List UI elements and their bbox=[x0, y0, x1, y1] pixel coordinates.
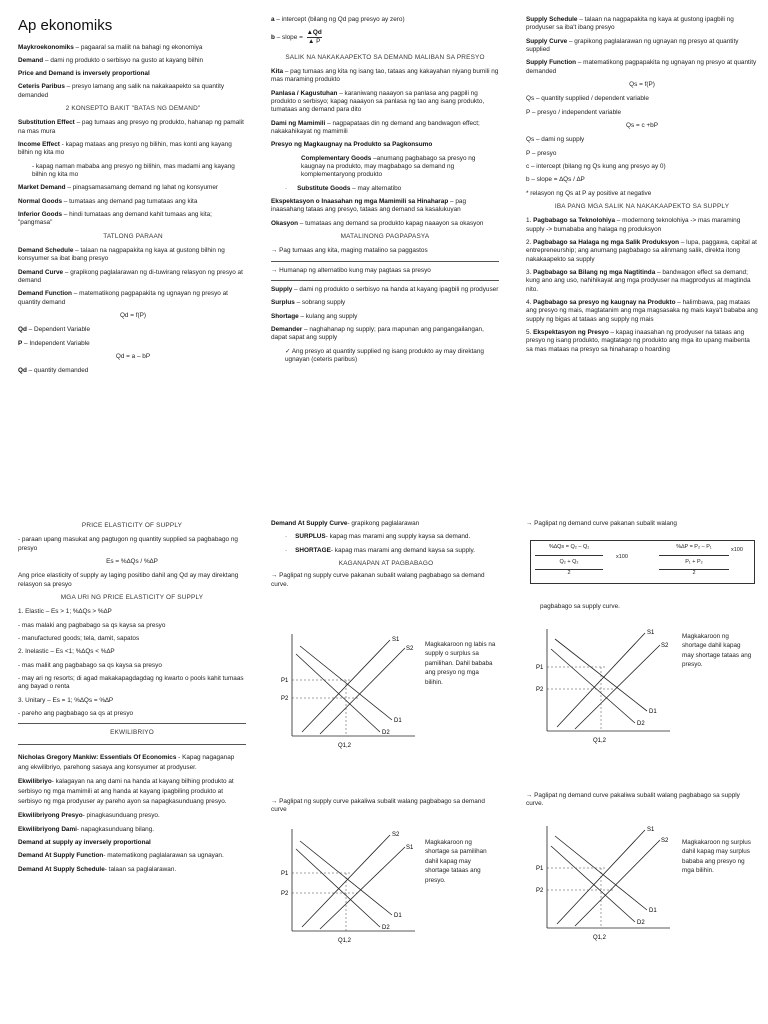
equation: Qd = a – bP bbox=[115, 353, 151, 361]
definition: Demand Curve – grapikong paglalarawan ng di-tuwirang relasyon ng presyo at demand bbox=[18, 268, 243, 285]
label-d1: D1 bbox=[649, 908, 657, 914]
supply-demand-graph-3 bbox=[535, 625, 680, 747]
definition: · Substitute Goods – may alternatibo bbox=[285, 184, 402, 192]
line: c – intercept (bilang ng Qs kung ang presyo ay 0) bbox=[526, 162, 666, 170]
demand-curve-2 bbox=[551, 649, 635, 723]
column-5-b bbox=[271, 798, 501, 822]
definition: Qd – quantity demanded bbox=[18, 367, 89, 375]
line: pagbabago sa supply curve. bbox=[540, 603, 620, 610]
definition: Presyo ng Magkaugnay na Produkto sa Pagkonsumo bbox=[271, 141, 433, 149]
definition: Panlasa / Kagustuhan – karaniwang naaayon sa panlasa ang pagpili ng produkto o serbisyo; kapag naaayon sa panlasa ng tao ang isang produkto, tumataas ang demand para dito bbox=[271, 89, 485, 114]
equation: Es = %∆Qs / %∆P bbox=[106, 557, 158, 565]
line: - mas maliit ang pagbabago sa qs kaysa sa presyo bbox=[18, 661, 162, 669]
definition: Demander – naghahanap ng supply; para mapunan ang pangangailangan, dapat sapat ang supply bbox=[271, 325, 484, 342]
label-s1: S1 bbox=[406, 845, 414, 851]
definition: Demand At Supply Function- matematikong paglalarawan sa ugnayan. bbox=[18, 852, 224, 860]
graph-4-note: Magkakaroon ng surplus dahil kapag may surplus bababa ang presyo ng mga bilihin. bbox=[682, 839, 751, 875]
bullet: → Pag tumaas ang kita, maging matalino sa paggastos bbox=[271, 247, 428, 255]
label-s2: S2 bbox=[661, 643, 669, 649]
definition: Ceteris Paribus – presyo lamang ang salik na nakakaapekto sa quantity demanded bbox=[18, 83, 225, 99]
definition: Demand at supply ay inversely proportional bbox=[18, 838, 151, 846]
definition: Ekwilibriyo- kalagayan na ang dami na handa at kayang bilhing produkto at serbisyo ng mga mamimili at ang handa at kayang ipagbiling produkto at serbisyo ng mga prodyuser ay pareho ayon sa napagkasunduang presyo. bbox=[18, 778, 234, 806]
definition: Demand Function – matematikong pagpapakita ng ugnayan ng presyo at quantity demand bbox=[18, 290, 228, 306]
line: → Paglipat ng demand curve pakaliwa subalit walang pagbabago sa supply curve. bbox=[526, 792, 740, 808]
section-heading: KAGANAPAN AT PAGBABAGO bbox=[338, 559, 434, 567]
definition: - kapag naman mababa ang presyo ng bilihin, mas madami ang kayang bilhin ng kita mo bbox=[32, 162, 235, 179]
section-heading: IBA PANG MGA SALIK NA NAKAKAAPEKTO SA SUPPLY bbox=[554, 202, 730, 210]
label-p2: P2 bbox=[281, 696, 289, 702]
demand-curve-2 bbox=[551, 846, 635, 922]
definition: Qd – Dependent Variable bbox=[18, 326, 90, 334]
definition: Demand – dami ng produkto o serbisyo na gusto at kayang bilhin bbox=[18, 56, 204, 64]
section-heading: PRICE ELASTICITY OF SUPPLY bbox=[81, 522, 183, 529]
definition: · SURPLUS- kapag mas marami ang supply kaysa sa demand. bbox=[285, 533, 471, 541]
section-heading: EKWILIBRIYO bbox=[110, 729, 154, 737]
column-5 bbox=[271, 520, 501, 620]
definition: Supply Function – matematikong pagpapakita ng ugnayan ng presyo at quantity demanded bbox=[526, 59, 757, 75]
line: → Paglipat ng demand curve pakanan subalit walang bbox=[526, 520, 677, 527]
line: - paraan upang masukat ang pagtugon ng quantity supplied sa pagbabago ng presyo bbox=[18, 536, 238, 552]
divider bbox=[271, 280, 499, 281]
definition: · SHORTAGE- kapag mas marami ang demand kaysa sa supply. bbox=[285, 546, 475, 554]
definition: Kita – pag tumaas ang kita ng isang tao, tataas ang kakayahan niyang bumili ng mas maraming produkto bbox=[271, 68, 499, 84]
definition: Price and Demand is inversely proportional bbox=[18, 70, 150, 78]
column-6-c bbox=[526, 792, 758, 816]
line: Qs – dami ng supply bbox=[526, 136, 585, 144]
slope-definition: b – slope = $\frac{▲Qd}{▲ P}$ bbox=[271, 29, 322, 46]
definition: Demand Schedule – talaan na nagpapakita ng kaya at gustong bilhin ng konsyumer sa ibat ibang presyo bbox=[18, 247, 225, 263]
definition: Ekspektasyon o Inaasahan ng mga Mamimili sa Hinaharap – pag inaasahang tataas ang presyo, tataas ang demand sa kasalukuyan bbox=[271, 197, 467, 214]
definition: Income Effect - kapag mataas ang presyo ng bilihin, mas konti ang kayang bilhin ng kita mo bbox=[18, 141, 232, 157]
definition: Supply – dami ng produkto o serbisyo na handa at kayang ipagbili ng prodyuser bbox=[271, 285, 499, 293]
divider bbox=[271, 261, 499, 262]
line: * relasyon ng Qs at P ay positive at negative bbox=[526, 189, 652, 197]
column-4 bbox=[18, 518, 246, 1018]
numbered-item: 2. Pagbabago sa Halaga ng mga Salik Produksyon – lupa, paggawa, capital at entrepreneurship; ang anumang pagbabago sa alinmang salik, direkta itong nakakaapekto sa supply bbox=[526, 238, 757, 263]
label-d2: D2 bbox=[382, 925, 390, 931]
definition: Demand At Supply Curve- grapikong paglalarawan bbox=[271, 520, 420, 527]
formula-multiplier: x100 bbox=[731, 547, 743, 553]
equation: Qs = f(P) bbox=[629, 80, 655, 88]
graph-3-svg bbox=[535, 625, 680, 747]
formula-divisor: 2 bbox=[692, 570, 696, 577]
section-heading: MGA URI NG PRICE ELASTICITY OF SUPPLY bbox=[60, 593, 204, 601]
divider bbox=[18, 744, 246, 745]
graph-3-note: Magkakaroon ng shortage dahil kapag may shortage tataas ang presyo. bbox=[682, 633, 752, 669]
label-p1: P1 bbox=[536, 866, 544, 872]
label-p2: P2 bbox=[281, 891, 289, 897]
graph-2-note: Magkakaroon ng shortage sa pamilihan dahil kapag may shortage tataas ang presyo. bbox=[425, 839, 487, 884]
line: 1. Elastic – Es > 1; %∆Qs > %∆P bbox=[18, 608, 112, 616]
fraction-top: ▲Qd bbox=[306, 29, 322, 37]
line: - pareho ang pagbabago sa qs at presyo bbox=[18, 709, 134, 717]
c1-list bbox=[18, 44, 248, 101]
label-s1: S1 bbox=[392, 637, 400, 643]
line: - may ari ng resorts; di agad makakapagdagdag ng kwarto o pools kahit tumaas ang bayad o renta bbox=[18, 674, 244, 691]
line: - mas malaki ang pagbabago sa qs kaysa sa presyo bbox=[18, 621, 166, 629]
divider bbox=[18, 723, 246, 724]
percent-change-formula bbox=[530, 540, 755, 584]
supply-curve-2 bbox=[575, 645, 660, 729]
definition: Ekwilibriyong Dami- napagkasunduang bilang. bbox=[18, 825, 155, 833]
numbered-item: 5. Ekspektasyon ng Presyo – kapag inaasahan ng prodyuser na tataas ang presyo ng isang produkto, magtatago ng produkto ang mga ito upang maibenta sa mas mataas na presyo sa hinaharap o hoarding bbox=[526, 328, 750, 353]
demand-curve-2 bbox=[296, 849, 380, 927]
definition: Inferior Goods – hindi tumataas ang demand kahit tumaas ang kita; "pangmasa" bbox=[18, 211, 212, 227]
label-p2: P2 bbox=[536, 687, 544, 693]
label-s2: S2 bbox=[406, 646, 414, 652]
label-s1: S1 bbox=[647, 630, 655, 636]
formula-numerator: %∆Qs = Q₂ – Q₁ bbox=[535, 544, 603, 556]
label-q: Q1,2 bbox=[593, 738, 607, 744]
label-p1: P1 bbox=[536, 665, 544, 671]
label-p2: P2 bbox=[536, 888, 544, 894]
line: b – slope = ∆Qs / ∆P bbox=[526, 176, 585, 184]
line: P – presyo / independent variable bbox=[526, 108, 622, 116]
line: - manufactured goods; tela, damit, sapatos bbox=[18, 634, 140, 642]
supply-demand-graph-4 bbox=[535, 822, 680, 944]
formula-denominator: Q₂ + Q₂ bbox=[535, 556, 603, 570]
label-d2: D2 bbox=[637, 721, 645, 727]
section-heading: MATALINONG PAGPAPASYA bbox=[340, 232, 430, 240]
graph-1-svg bbox=[280, 630, 425, 752]
numbered-item: 1. Pagbabago sa Teknolohiya – modernong teknolohiya -> mas maraming supply -> bumababa ang halaga ng produksyon bbox=[526, 217, 741, 233]
label-s1: S1 bbox=[647, 827, 655, 833]
line: P – presyo bbox=[526, 149, 557, 157]
definition: Normal Goods – tumataas ang demand pag tumataas ang kita bbox=[18, 197, 198, 205]
label-q: Q1,2 bbox=[338, 743, 352, 749]
graph-1-note: Magkakaroon ng labis na supply o surplus sa pamilihan. Dahil bababa ang presyo ng mga bilihin. bbox=[425, 641, 496, 686]
check-note: ✓ Ang presyo at quantity supplied ng isang produkto ay may direktang ugnayan (ceteris paribus) bbox=[285, 347, 484, 363]
column-6-b bbox=[540, 603, 740, 617]
page-title: Ap ekonomiks bbox=[18, 17, 113, 34]
graph-2-svg bbox=[280, 825, 425, 947]
column-6 bbox=[526, 520, 758, 536]
graph-4-svg bbox=[535, 822, 680, 944]
definition: Dami ng Mamimili – nagpapataas din ng demand ang bandwagon effect; nakakahikayat ng mamimili bbox=[271, 119, 480, 135]
label-p1: P1 bbox=[281, 678, 289, 684]
definition: Maykroekonomiks – pagaaral sa maliit na bahagi ng ekonomiya bbox=[18, 43, 203, 51]
section-heading: TATLONG PARAAN bbox=[103, 232, 163, 240]
formula-divisor: 2 bbox=[567, 570, 571, 577]
line: Ang price elasticity of supply ay laging positibo dahil ang Qd ay may direktang relasyon sa presyo bbox=[18, 572, 239, 588]
definition: Market Demand – pinagsamasamang demand ng lahat ng konsyumer bbox=[18, 184, 218, 192]
definition: Surplus – sobrang supply bbox=[271, 299, 346, 307]
equation: Qd = f(P) bbox=[119, 312, 147, 320]
definition: Demand At Supply Schedule- talaan sa paglalarawan. bbox=[18, 865, 177, 873]
definition: Substitution Effect – pag tumaas ang presyo ng produkto, hahanap ng pamalit na mas mura bbox=[18, 119, 244, 135]
label-d2: D2 bbox=[637, 920, 645, 926]
supply-curve-1 bbox=[320, 847, 405, 929]
label-d1: D1 bbox=[649, 709, 657, 715]
fraction-bottom: ▲ P bbox=[307, 38, 321, 46]
formula-denominator: P₁ + P₂ bbox=[659, 556, 729, 570]
section-heading: 2 KONSEPTO BAKIT "BATAS NG DEMAND" bbox=[65, 105, 201, 113]
formula-multiplier: x100 bbox=[616, 554, 628, 560]
bullet: → Humanap ng alternatibo kung may pagtaas sa presyo bbox=[271, 266, 431, 274]
label-p1: P1 bbox=[281, 871, 289, 877]
label-d1: D1 bbox=[394, 913, 402, 919]
section-heading: SALIK NA NAKAKAAPEKTO SA DEMAND MALIBAN SA PRESYO bbox=[285, 53, 485, 61]
definition: P – Independent Variable bbox=[18, 339, 90, 347]
line: → Paglipat ng supply curve pakaliwa subalit walang pagbabago sa demand curve bbox=[271, 798, 485, 814]
label-s2: S2 bbox=[661, 838, 669, 844]
supply-curve-2 bbox=[320, 648, 405, 734]
line: → Paglipat ng supply curve pakanan subalit walang pagbabago sa demand curve. bbox=[271, 572, 485, 588]
definition: Ekwilibriyong Presyo- pinagkasunduang presyo. bbox=[18, 812, 160, 820]
line: 2. Inelastic – Es <1; %∆Qs < %∆P bbox=[18, 648, 115, 656]
label-d1: D1 bbox=[394, 718, 402, 724]
supply-demand-graph-2 bbox=[280, 825, 425, 947]
line: Qs – quantity supplied / dependent variable bbox=[526, 95, 649, 103]
definition: Supply Schedule – talaan na nagpapakita ng kaya at gustong ipagbili ng prodyuser sa iba't ibang presyo bbox=[526, 16, 734, 32]
column-1 bbox=[18, 16, 248, 486]
supply-demand-graph-1 bbox=[280, 630, 425, 752]
definition: a – intercept (bilang ng Qd pag presyo ay zero) bbox=[271, 16, 405, 23]
column-2 bbox=[271, 16, 499, 486]
definition: Nicholas Gregory Mankiw: Essentials Of Economics - Kapag nagaganap ang ekwilibriyo, parehong sasaya ang konsyumer at prodyuser. bbox=[18, 753, 235, 771]
formula-numerator: %∆P = P₂ – P₁ bbox=[659, 544, 729, 556]
numbered-item: 3. Pagbabago sa Bilang ng mga Nagtitinda – bandwagon effect sa demand; kung ano ang uso, nahihikayat ang mga prodyuser na magprodyus at magtinda nito. bbox=[526, 268, 751, 293]
definition: Shortage – kulang ang supply bbox=[271, 312, 358, 320]
equation: Qs = c +bP bbox=[626, 121, 658, 129]
label-d2: D2 bbox=[382, 730, 390, 736]
numbered-item: 4. Pagbabago sa presyo ng kaugnay na Produkto – halimbawa, pag mataas ang presyo ng mais, magtatanim ang mga magsasaka ng mais kaya't bababa ang supply ng bigas at tataas ang supply ng mais bbox=[526, 298, 758, 323]
definition: Supply Curve – grapikong paglalarawan ng ugnayan ng presyo at quantity supplied bbox=[526, 37, 739, 53]
demand-curve-2 bbox=[296, 654, 380, 732]
definition: Okasyon – tumataas ang demand sa produkto kapag naaayon sa okasyon bbox=[271, 219, 484, 227]
supply-curve-2 bbox=[575, 840, 660, 926]
label-q: Q1,2 bbox=[338, 938, 352, 944]
line: 3. Unitary – Es = 1; %∆Qs = %∆P bbox=[18, 696, 114, 704]
column-3 bbox=[526, 16, 758, 486]
definition: Complementary Goods –anumang pagbabago sa presyo ng kaugnay na produkto, may magbabago sa demand ng komplementaryong produkto bbox=[301, 154, 476, 179]
label-q: Q1,2 bbox=[593, 935, 607, 941]
label-s2: S2 bbox=[392, 832, 400, 838]
